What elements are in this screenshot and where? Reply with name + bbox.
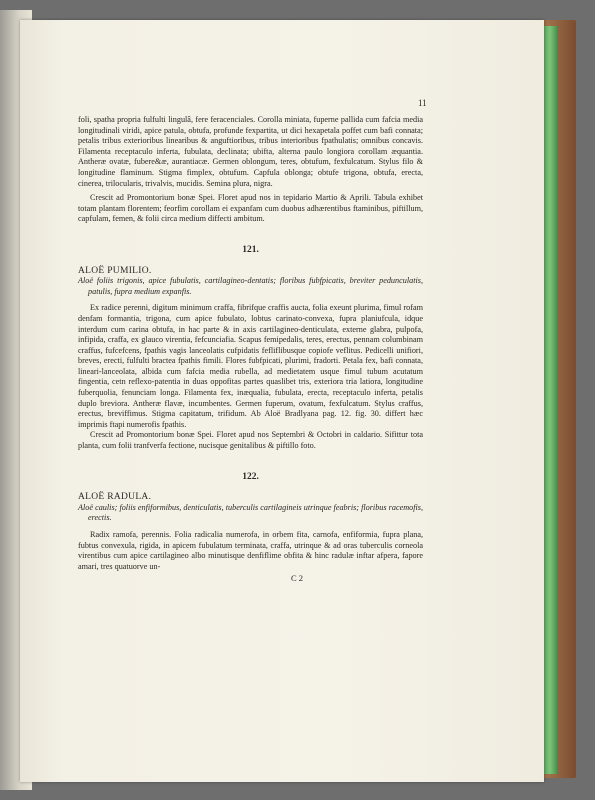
page-edge-green [543, 26, 557, 774]
diagnosis-aloe-radula: Aloë caulis; foliis enfiformibus, denticulatis, tuberculis cartilagineis utrinque feabris; floribus racemofis, erectis. [78, 502, 423, 523]
page-text [78, 115, 423, 584]
habitat-aloe-pumilio: Crescit ad Promontorium bonæ Spei. Floret apud nos Septembri & Octobri in caldario. Sifittur tota planta, cum folii tranfverfa fectione, nucisque genitalibus & piftillo foto. [78, 430, 423, 451]
diagnosis-aloe-pumilio: Aloë foliis trigonis, apice fubulatis, cartilagineo-dentatis; floribus fubfpicatis, breviter pedunculatis, patulis, fupra medium expanfis. [78, 276, 423, 296]
description-aloe-pumilio: Ex radice perenni, digitum minimum craffa, fibrifque craffis aucta, folia exeunt plurima, fimul rofam denfam formantia, trigona, cum apice fubulato, lobtus carinato-convexa, fupra planiufcula, idque interdum cum carina obtufa, in hac parte & in axis cartilagineo-denticulata, externe glabra, pulpofa, infipida, craffa, ex glauco virentia, fefcunciafia. Scapus femipedalis, teres, erectus, pennam columbinam craffus, fufcefcens, fpathis vagis lanceolatis cufpidatis fefliflibusque copiofe veflitus. Pedicelli unifiori, breves, erecti, fulfulti bractea fpathis fimili. Flores fubfpicati, plurimi, fradorti. Petala fex, bafi connata, lineari-lanceolata, albida cum fafcia media rubella, ad medietatem usque fimul tubum acutatum fingentia, cetn reflexo-patentia in duas oppofitas partes quaslibet tris, exteriora tria latiora, longitudine fuberquolia, fenunciam longa. Filamenta fex, inæqualia, fubulata, erecta, receptaculo inferta, petalis duplo breviora. Antheræ flavæ, incumbentes. Germen fuperum, ovatum, fexfulcatum. Stylus craffus, erectus, breviffimus. Stigma capitatum, trifidum. Ab Aloë Bradlyana pag. 12. fig. 30. differt hæc imprimis ftapi numerofis fpathis. [78, 303, 423, 429]
continuation-paragraph: foli, spatha propria fulfulti lingulâ, fere feracenciales. Corolla miniata, fuperne pallida cum fafcia media longitudinali viridi, apice patula, obtufa, profunde fexpartita, ut dici hexapetala poffet cum bafi connata; petalis tribus exterioribus linearibus & anguftioribus, tribus interioribus fpathulatis; omnibus concavis. Filamenta receptaculo inferta, fubulata, declinata; ubifta, alterna paulo longiora corollam æquantia. Antheræ ovatæ, fubere&æ, aurantiacæ. Germen oblongum, teres, obtufum, fexfulcatum. Stylus filo & longitudine flaminum. Stigma fimplex, obtufum. Capfula oblonga; obtufe trigona, obtufa, erecta, cinerea, trilocularis, trivalvis, mucidis. Semina plura, nigra. [78, 115, 423, 188]
heading-aloe-pumilio: ALOË PUMILIO. [78, 265, 152, 276]
section-number-121: 121. [242, 244, 259, 255]
signature-mark: C 2 [290, 573, 303, 584]
section-number-122: 122. [242, 471, 259, 482]
habitat-paragraph: Crescit ad Promontorium bonæ Spei. Floret apud nos in tepidario Martio & Aprili. Tabula exhibet totam plantam florentem; feorfim corollam ei expanfam cum duobus adhærentibus ftaminibus, piftillum, capfulam, femen, & folii circa medium diffecti ambitum. [78, 193, 423, 224]
heading-aloe-radula: ALOË RADULA. [78, 492, 152, 503]
description-aloe-radula: Radix ramofa, perennis. Folia radicalia numerofa, in orbem fita, carnofa, enfiformia, fupra plana, fubtus convexula, rigida, in apicem fubulatum terminata, craffa, utrinque & ad oras tuberculis corneola virentibus cum apice cartilagineo albo minutisque denfiflime obfita & hinc radulæ inftar afpera, fapore amari, tres quatuorve un- [78, 530, 423, 571]
page-number: 11 [418, 98, 427, 108]
